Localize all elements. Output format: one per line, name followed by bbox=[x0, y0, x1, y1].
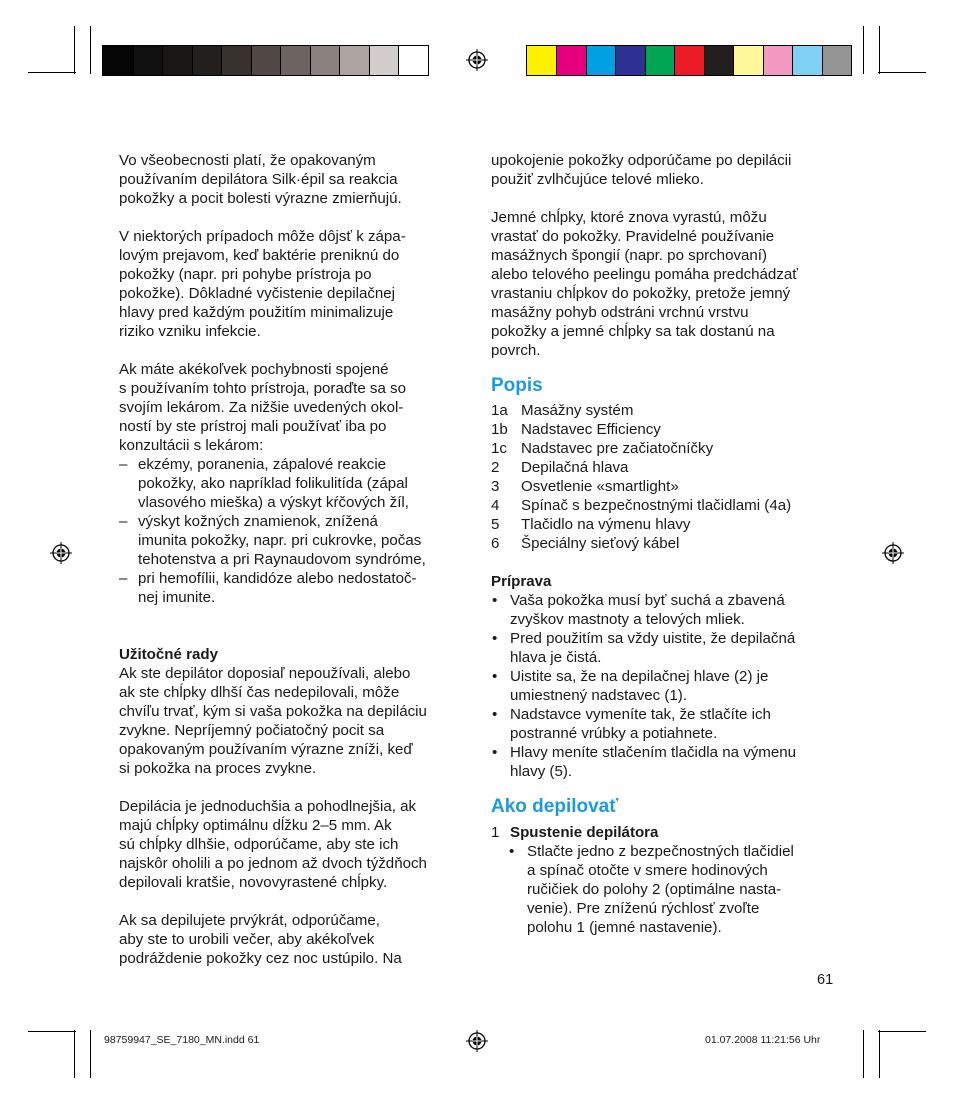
color-swatch bbox=[674, 46, 703, 75]
part-item bbox=[491, 401, 841, 420]
color-swatch bbox=[733, 46, 762, 75]
part-label: Masážny systém bbox=[521, 402, 634, 419]
part-item bbox=[491, 534, 841, 553]
part-label: Spínač s bezpečnostnými tlačidlami (4a) bbox=[521, 497, 792, 514]
color-swatch bbox=[615, 46, 644, 75]
color-swatch bbox=[369, 46, 399, 75]
crop-mark bbox=[863, 1030, 864, 1078]
section-heading-ako-depilovat: Ako depilovať bbox=[491, 796, 619, 817]
part-label: Špeciálny sieťový kábel bbox=[521, 535, 680, 552]
paragraph: Jemné chĺpky, ktoré znova vyrastú, môžu vrastať do pokožky. Pravidelné používanie masážnych špongií (napr. po sprchovaní) alebo telového peelingu pomáha predchádzať vrastaniu chĺpkov do pokožky, pretože jemný masážny pohyb odstráni vrchnú vrstvu pokožky a jemné chĺpky sa tak dostanú na povrch. bbox=[491, 209, 798, 359]
color-swatch bbox=[704, 46, 733, 75]
condition-list bbox=[119, 455, 469, 607]
color-swatch bbox=[527, 46, 556, 75]
color-swatch bbox=[192, 46, 222, 75]
paragraph: Depilácia je jednoduchšia a pohodlnejšia, ak majú chĺpky optimálnu dĺžku 2–5 mm. Ak sú chĺpky dlhšie, odporúčame, aby ste ich najskôr oholili a po jednom až dvoch týždňoch depilovali kratšie, novovyrastené chĺpky. bbox=[119, 798, 427, 891]
crop-mark bbox=[74, 1030, 75, 1078]
color-swatch bbox=[221, 46, 251, 75]
registration-mark-icon bbox=[466, 1030, 488, 1052]
crop-mark bbox=[90, 26, 91, 74]
part-item bbox=[491, 496, 841, 515]
color-swatch bbox=[398, 46, 428, 75]
crop-mark bbox=[74, 26, 75, 74]
part-label: Depilačná hlava bbox=[521, 459, 629, 476]
list-item: • Vaša pokožka musí byť suchá a zbavená zvyškov mastnoty a telových mliek. bbox=[491, 591, 841, 629]
part-number: 6 bbox=[491, 535, 500, 552]
crop-mark bbox=[878, 72, 926, 73]
right-column bbox=[491, 151, 841, 937]
footer-timestamp: 01.07.2008 11:21:56 Uhr bbox=[705, 1034, 821, 1046]
color-swatch bbox=[645, 46, 674, 75]
color-swatch bbox=[792, 46, 821, 75]
part-label: Osvetlenie «smartlight» bbox=[521, 478, 679, 495]
color-swatch bbox=[251, 46, 281, 75]
part-label: Nadstavec Efficiency bbox=[521, 421, 661, 438]
crop-mark bbox=[879, 1030, 880, 1078]
parts-list bbox=[491, 401, 841, 553]
paragraph: Ak máte akékoľvek pochybnosti spojené s používaním tohto prístroja, poraďte sa so svojím lekárom. Za nižšie uvedených okol- ností by ste prístroj mali používať iba po konzultácii s lekárom: bbox=[119, 361, 406, 454]
part-number: 3 bbox=[491, 478, 500, 495]
paragraph: V niektorých prípadoch môže dôjsť k zápa- lovým prejavom, keď baktérie preniknú do pokožky (napr. pri pohybe prístroja po pokožke). Dôkladné vyčistenie depilačnej hlavy pred každým použitím minimalizuje riziko vzniku infekcie. bbox=[119, 228, 406, 340]
color-swatch bbox=[339, 46, 369, 75]
color-swatch bbox=[822, 46, 851, 75]
step-number: 1 bbox=[491, 824, 500, 841]
section-heading-popis: Popis bbox=[491, 375, 543, 396]
color-swatch bbox=[103, 46, 133, 75]
page-number: 61 bbox=[817, 972, 834, 988]
color-swatch bbox=[310, 46, 340, 75]
part-label: Tlačidlo na výmenu hlavy bbox=[521, 516, 691, 533]
step-list bbox=[491, 842, 841, 937]
part-item bbox=[491, 515, 841, 534]
registration-mark-icon bbox=[882, 542, 904, 564]
crop-mark bbox=[28, 72, 76, 73]
registration-mark-icon bbox=[50, 542, 72, 564]
part-number: 1a bbox=[491, 402, 508, 419]
part-item bbox=[491, 420, 841, 439]
color-swatch bbox=[280, 46, 310, 75]
part-label: Nadstavec pre začiatočníčky bbox=[521, 440, 714, 457]
part-number: 1b bbox=[491, 421, 508, 438]
subheading-priprava: Príprava bbox=[491, 573, 552, 590]
part-item bbox=[491, 439, 841, 458]
part-number: 4 bbox=[491, 497, 500, 514]
crop-mark bbox=[28, 1031, 76, 1032]
step-heading bbox=[491, 823, 841, 842]
list-item: – pri hemofílii, kandidóze alebo nedostatoč- nej imunite. bbox=[119, 569, 469, 607]
color-swatch bbox=[763, 46, 792, 75]
crop-mark bbox=[90, 1030, 91, 1078]
list-item: • Uistite sa, že na depilačnej hlave (2) je umiestnený nadstavec (1). bbox=[491, 667, 841, 705]
color-swatch bbox=[162, 46, 192, 75]
color-swatch bbox=[556, 46, 585, 75]
grayscale-bar bbox=[102, 45, 429, 76]
part-number: 2 bbox=[491, 459, 500, 476]
part-item bbox=[491, 477, 841, 496]
color-swatch bbox=[133, 46, 163, 75]
preparation-list bbox=[491, 591, 841, 781]
list-item: • Nadstavce vymeníte tak, že stlačíte ich postranné vrúbky a potiahnete. bbox=[491, 705, 841, 743]
color-bar bbox=[526, 45, 852, 76]
step-title: Spustenie depilátora bbox=[510, 824, 659, 841]
left-column bbox=[119, 151, 469, 968]
part-item bbox=[491, 458, 841, 477]
footer-file-info: 98759947_SE_7180_MN.indd 61 bbox=[104, 1034, 260, 1046]
registration-mark-icon bbox=[466, 49, 488, 71]
list-item: • Stlačte jedno z bezpečnostných tlačidiel a spínač otočte v smere hodinových ručičiek do polohy 2 (optimálne nasta- venie). Pre zníženú rýchlosť zvoľte polohu 1 (jemné nastavenie). bbox=[508, 842, 841, 937]
list-item: • Pred použitím sa vždy uistite, že depilačná hlava je čistá. bbox=[491, 629, 841, 667]
color-swatch bbox=[586, 46, 615, 75]
crop-mark bbox=[863, 26, 864, 74]
list-item: – výskyt kožných znamienok, znížená imunita pokožky, napr. pri cukrovke, počas tehotenstva a pri Raynaudovom syndróme, bbox=[119, 512, 469, 569]
paragraph: upokojenie pokožky odporúčame po depilácii použiť zvlhčujúce telové mlieko. bbox=[491, 152, 792, 188]
paragraph: Ak ste depilátor doposiaľ nepoužívali, alebo ak ste chĺpky dlhší čas nedepilovali, môže chvíľu trvať, kým si vaša pokožka na depiláciu zvykne. Nepríjemný počiatočný pocit sa opakovaným používaním výrazne zníži, keď si pokožka na proces zvykne. bbox=[119, 665, 427, 777]
list-item: • Hlavy meníte stlačením tlačidla na výmenu hlavy (5). bbox=[491, 743, 841, 781]
crop-mark bbox=[879, 26, 880, 74]
paragraph: Vo všeobecnosti platí, že opakovaným používaním depilátora Silk·épil sa reakcia pokožky a pocit bolesti výrazne zmierňujú. bbox=[119, 152, 402, 207]
list-item: – ekzémy, poranenia, zápalové reakcie pokožky, ako napríklad folikulitída (zápal vlasového mieška) a výskyt kŕčových žíl, bbox=[119, 455, 469, 512]
paragraph: Ak sa depilujete prvýkrát, odporúčame, aby ste to urobili večer, aby akékoľvek podráždenie pokožky cez noc ustúpilo. Na bbox=[119, 912, 402, 967]
part-number: 5 bbox=[491, 516, 500, 533]
part-number: 1c bbox=[491, 440, 507, 457]
crop-mark bbox=[878, 1031, 926, 1032]
tips-heading: Užitočné rady bbox=[119, 646, 218, 663]
